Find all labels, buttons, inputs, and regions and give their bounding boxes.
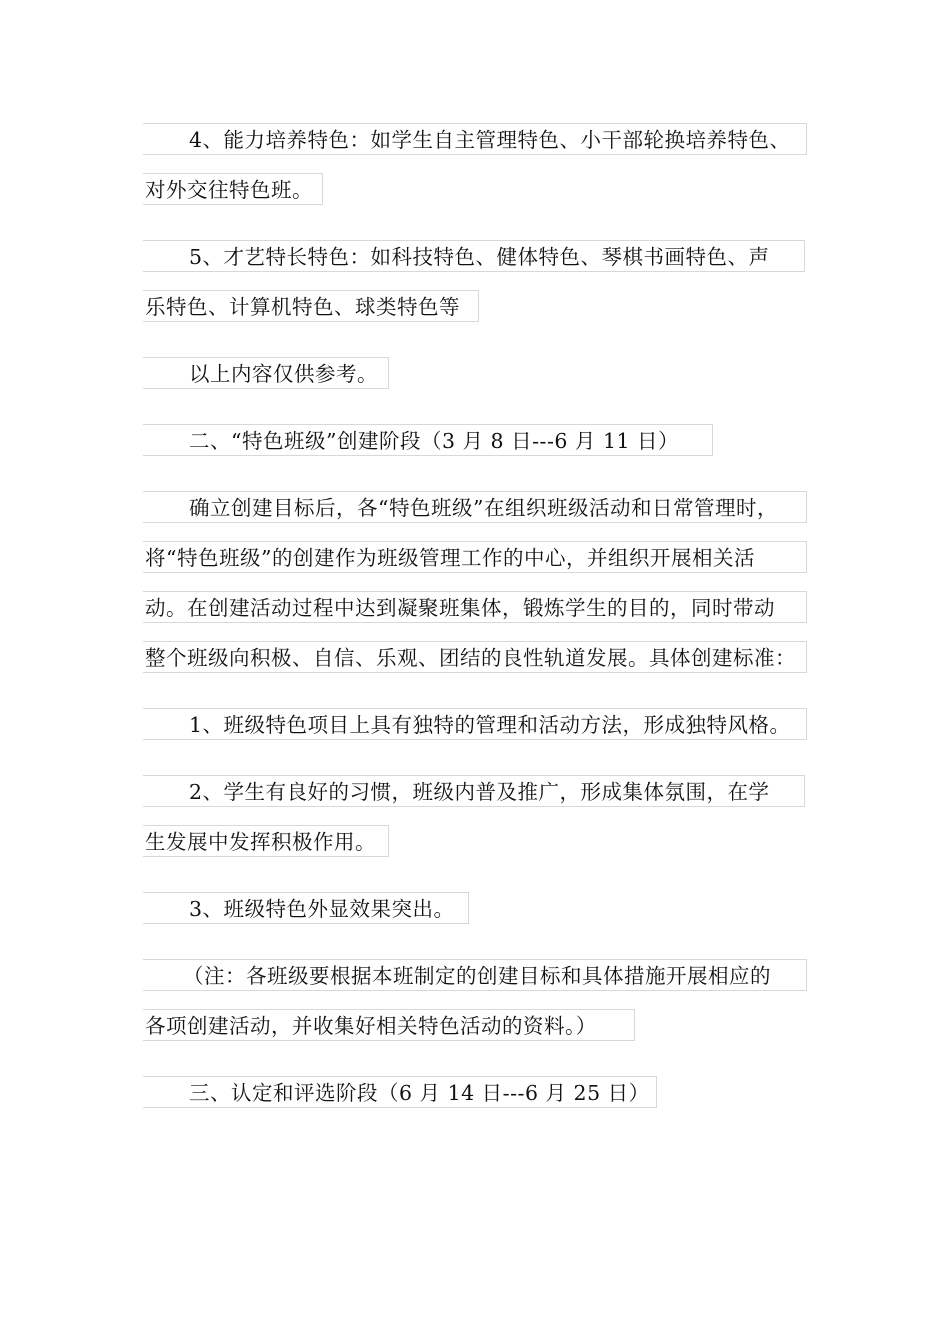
- text-line: 生发展中发挥积极作用。: [143, 825, 389, 857]
- text-line: 将“特色班级”的创建作为班级管理工作的中心，并组织开展相关活: [143, 541, 807, 573]
- text-line: 动。在创建活动过程中达到凝聚班集体，锻炼学生的目的，同时带动: [143, 591, 807, 623]
- text-line: 乐特色、计算机特色、球类特色等: [143, 290, 479, 322]
- text-line: 3、班级特色外显效果突出。: [143, 892, 469, 924]
- text-line: （注：各班级要根据本班制定的创建目标和具体措施开展相应的: [143, 959, 807, 991]
- text-line: 对外交往特色班。: [143, 173, 323, 205]
- text-line: 各项创建活动，并收集好相关特色活动的资料。）: [143, 1009, 635, 1041]
- text-line: 整个班级向积极、自信、乐观、团结的良性轨道发展。具体创建标准：: [143, 641, 807, 673]
- text-line: 4、能力培养特色：如学生自主管理特色、小干部轮换培养特色、: [143, 123, 807, 155]
- text-line: 2、学生有良好的习惯，班级内普及推广，形成集体氛围，在学: [143, 775, 805, 807]
- text-line: 5、才艺特长特色：如科技特色、健体特色、琴棋书画特色、声: [143, 240, 805, 272]
- section-heading: 二、“特色班级”创建阶段（3 月 8 日---6 月 11 日）: [143, 424, 713, 456]
- text-line: 1、班级特色项目上具有独特的管理和活动方法，形成独特风格。: [143, 708, 807, 740]
- text-line: 确立创建目标后，各“特色班级”在组织班级活动和日常管理时，: [143, 491, 807, 523]
- section-heading: 三、认定和评选阶段（6 月 14 日---6 月 25 日）: [143, 1076, 657, 1108]
- text-line: 以上内容仅供参考。: [143, 357, 389, 389]
